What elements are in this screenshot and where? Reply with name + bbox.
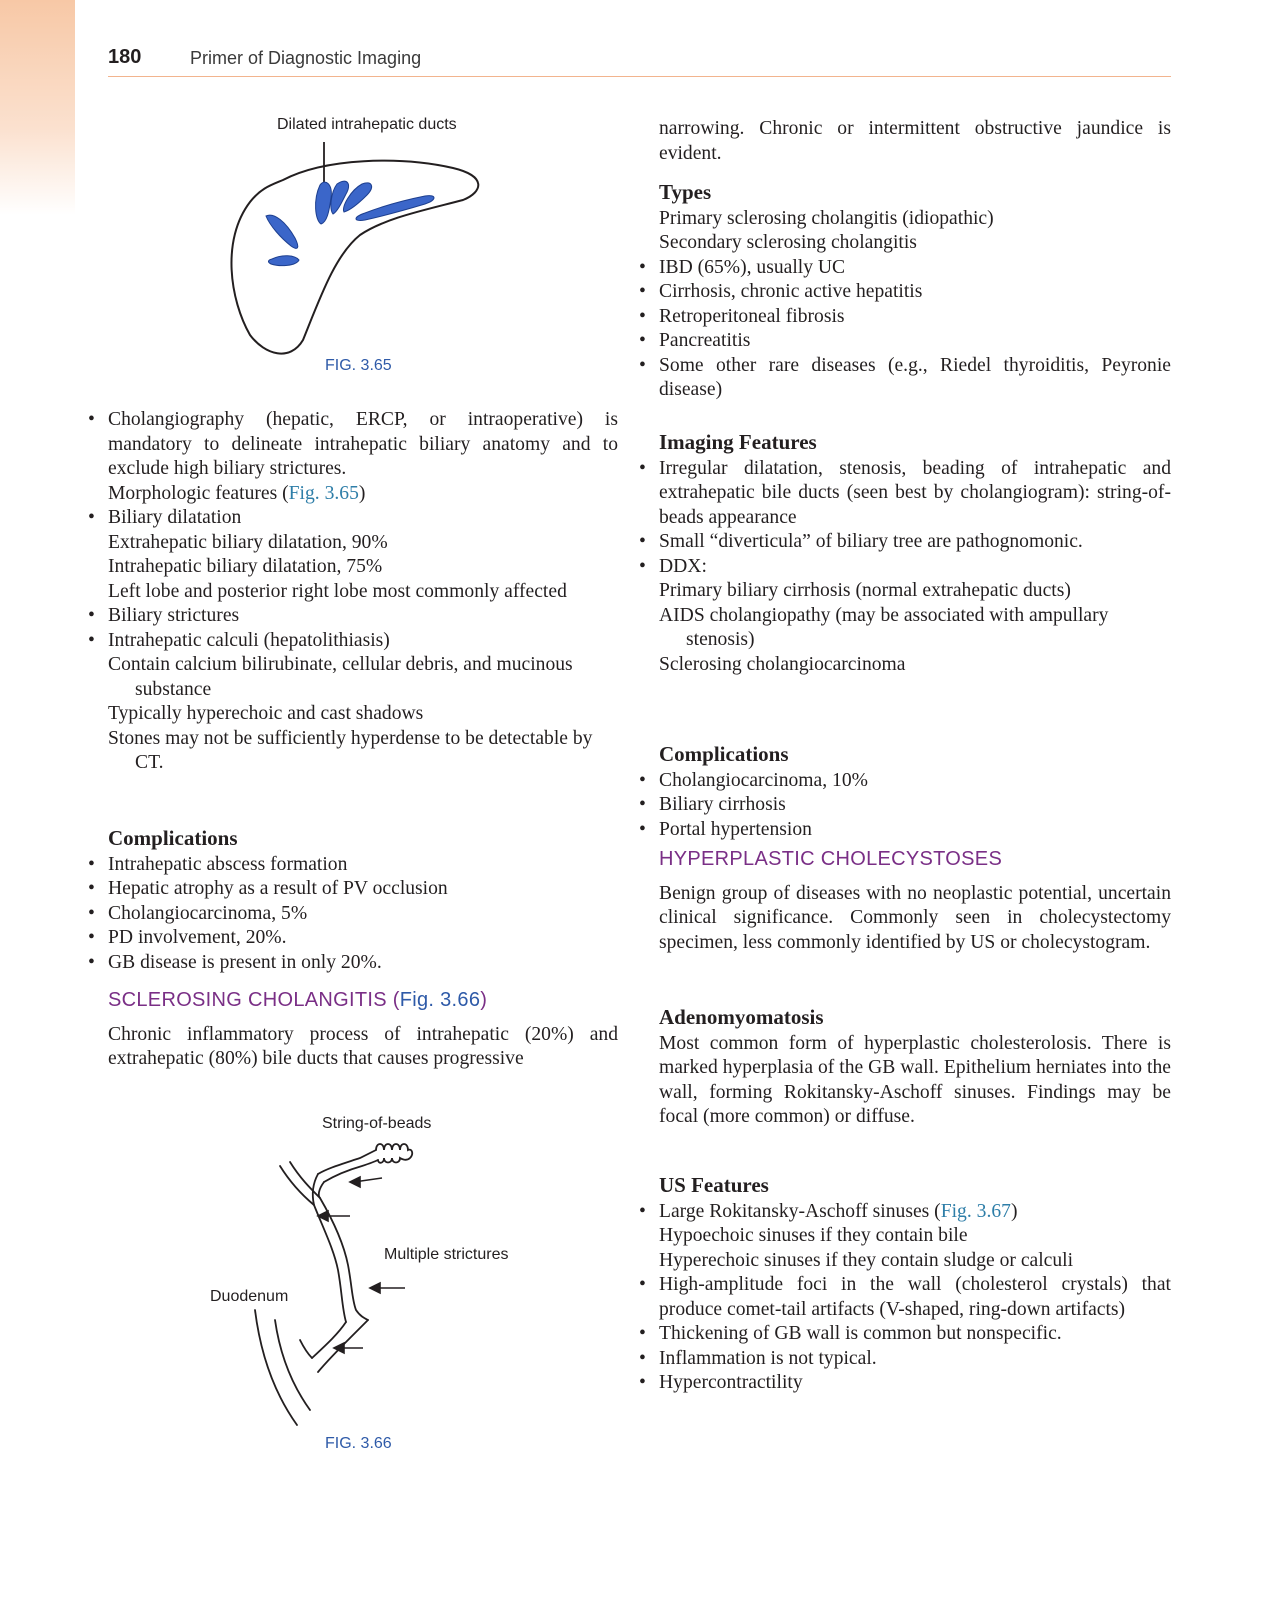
types-item: • Pancreatitis: [659, 329, 1171, 354]
ddx-label: • DDX:: [659, 555, 1171, 580]
cholangiography-bullet: • Cholangiography (hepatic, ERCP, or intraoperative) is mandatory to delineate intrahepatic biliary anatomy and to exclude high biliary strictures.: [108, 408, 618, 482]
adenomyomatosis-heading: Adenomyomatosis: [659, 1005, 824, 1029]
calculi-item: Typically hyperechoic and cast shadows: [108, 703, 424, 724]
complications-heading-left: Complications: [108, 826, 238, 850]
fig65-liver-diagram: [225, 140, 495, 365]
continued-paragraph: narrowing. Chronic or intermittent obstructive jaundice is evident.: [659, 118, 1171, 164]
us-item: • Hypercontractility: [659, 1371, 1171, 1396]
ddx-item: AIDS cholangiopathy (may be associated with ampullary stenosis): [659, 604, 1109, 650]
types-primary: Primary sclerosing cholangitis (idiopathic): [659, 207, 994, 229]
page-number: 180: [108, 46, 142, 68]
us-features-heading: US Features: [659, 1173, 769, 1197]
fig66-label-duodenum: Duodenum: [210, 1288, 289, 1305]
types-item: • Retroperitoneal fibrosis: [659, 305, 1171, 330]
fig66-label-beads: String-of-beads: [322, 1115, 432, 1132]
complication-item-right: • Cholangiocarcinoma, 10%: [659, 769, 1171, 794]
types-heading: Types: [659, 180, 712, 204]
fig-3-66-link[interactable]: Fig. 3.66: [399, 989, 481, 1011]
types-secondary: Secondary sclerosing cholangitis: [659, 232, 917, 253]
sclerosing-paragraph: Chronic inflammatory process of intrahepatic (20%) and extrahepatic (80%) bile ducts that causes progressive: [108, 1023, 618, 1069]
calculi-bullet: • Intrahepatic calculi (hepatolithiasis): [108, 629, 618, 654]
complication-item-right: • Portal hypertension: [659, 818, 1171, 843]
complication-item: • Intrahepatic abscess formation: [108, 853, 618, 878]
fig66-label-strictures: Multiple strictures: [384, 1246, 509, 1263]
dilatation-bullet: • Biliary dilatation: [108, 506, 618, 531]
calculi-item: Stones may not be sufficiently hyperdense to be detectable by CT.: [108, 727, 593, 773]
fig66-caption: FIG. 3.66: [325, 1435, 392, 1452]
morph-prefix: Morphologic features (: [108, 482, 289, 504]
fig65-label-ducts: Dilated intrahepatic ducts: [277, 116, 457, 133]
us-item: • High-amplitude foci in the wall (cholesterol crystals) that produce comet-tail artifacts (V-shaped, ring-down artifacts): [659, 1273, 1171, 1322]
hyperplastic-paragraph: Benign group of diseases with no neoplastic potential, uncertain clinical significance. Commonly seen in cholecystectomy specimen, less commonly identified by US or cholecystogram.: [659, 882, 1171, 953]
book-title: Primer of Diagnostic Imaging: [190, 48, 422, 68]
us-item: • Thickening of GB wall is common but nonspecific.: [659, 1322, 1171, 1347]
fig66-duct-diagram: [250, 1140, 450, 1440]
imaging-item: • Small “diverticula” of biliary tree are pathognomonic.: [659, 530, 1171, 555]
dilatation-item: Left lobe and posterior right lobe most commonly affected: [108, 580, 567, 602]
complication-item: • Cholangiocarcinoma, 5%: [108, 902, 618, 927]
imaging-item: • Irregular dilatation, stenosis, beading of intrahepatic and extrahepatic bile ducts (seen best by cholangiogram): string-of-beads appearance: [659, 457, 1171, 531]
ddx-item: Primary biliary cirrhosis (normal extrahepatic ducts): [659, 580, 1071, 601]
fig-3-67-link[interactable]: Fig. 3.67: [940, 1200, 1011, 1222]
calculi-item: Contain calcium bilirubinate, cellular debris, and mucinous substance: [108, 654, 573, 700]
complication-item: • Hepatic atrophy as a result of PV occlusion: [108, 877, 618, 902]
us-sub-item: Hypoechoic sinuses if they contain bile: [659, 1225, 968, 1246]
us-large-prefix: Large Rokitansky-Aschoff sinuses (: [659, 1200, 941, 1222]
adenomyomatosis-paragraph: Most common form of hyperplastic cholesterolosis. There is marked hyperplasia of the GB wall. Epithelium herniates into the wall, forming Rokitansky-Aschoff sinuses. Findings may be focal (more common) or diffuse.: [659, 1032, 1171, 1127]
sclerosing-cholangitis-heading: SCLEROSING CHOLANGITIS (Fig. 3.66): [108, 989, 488, 1011]
us-item: • Inflammation is not typical.: [659, 1347, 1171, 1372]
morphologic-features-line: [108, 482, 618, 507]
morph-suffix: ): [358, 482, 366, 504]
types-item: • Some other rare diseases (e.g., Riedel thyroiditis, Peyronie disease): [659, 354, 1171, 403]
fig65-caption: FIG. 3.65: [325, 357, 392, 374]
types-item: • Cirrhosis, chronic active hepatitis: [659, 280, 1171, 305]
ddx-item: Sclerosing cholangiocarcinoma: [659, 653, 906, 675]
sclerosing-heading-text: SCLEROSING CHOLANGITIS: [108, 989, 387, 1011]
fig-3-65-link[interactable]: Fig. 3.65: [288, 482, 359, 504]
types-item: • IBD (65%), usually UC: [659, 256, 1171, 281]
page-corner-tab: [0, 0, 75, 215]
us-sub-item: Hyperechoic sinuses if they contain sludge or calculi: [659, 1249, 1074, 1271]
complication-item: • GB disease is present in only 20%.: [108, 951, 618, 976]
complication-item: • PD involvement, 20%.: [108, 926, 618, 951]
complication-item-right: • Biliary cirrhosis: [659, 793, 1171, 818]
imaging-features-heading: Imaging Features: [659, 430, 817, 454]
strictures-bullet: • Biliary strictures: [108, 604, 618, 629]
running-header: [108, 46, 1171, 77]
hyperplastic-heading: HYPERPLASTIC CHOLECYSTOSES: [659, 848, 1003, 870]
us-large-suffix: ): [1010, 1200, 1018, 1222]
complications-heading-right: Complications: [659, 742, 789, 766]
dilatation-item: Extrahepatic biliary dilatation, 90%: [108, 531, 388, 553]
us-large-sinuses: [659, 1200, 1171, 1225]
dilatation-item: Intrahepatic biliary dilatation, 75%: [108, 556, 383, 577]
